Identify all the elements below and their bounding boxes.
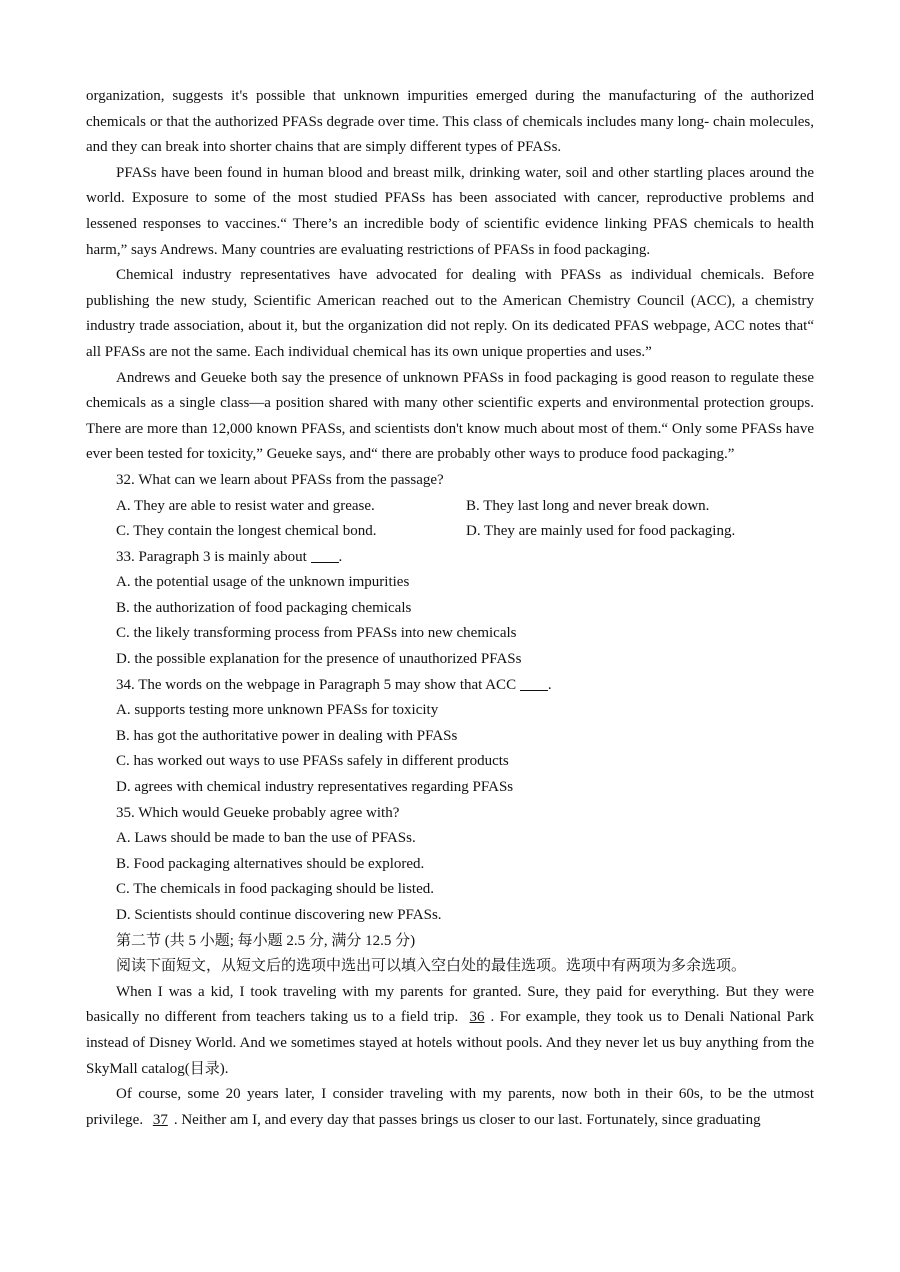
question-33-stem: 33. Paragraph 3 is mainly about xyxy=(116,548,307,565)
passage-paragraph-2: PFASs have been found in human blood and breast milk, drinking water, soil and other startling places around the world. Exposure to some of the most studied PFASs has been associated with cancer, reproductive problems and lessened responses to vaccines.“ There’s an incredible body of scientific evidence linking PFAS chemicals to health harm,” says Andrews. Many countries are evaluating restrictions of PFASs in food packaging. xyxy=(86,164,814,258)
question-34-option-a: A. supports testing more unknown PFASs for toxicity xyxy=(116,702,439,719)
question-35-option-b: B. Food packaging alternatives should be explored. xyxy=(116,855,425,872)
answer-blank xyxy=(520,677,548,691)
question-35-stem: 35. Which would Geueke probably agree with? xyxy=(116,804,400,821)
passage2-paragraph-1 xyxy=(86,980,814,1082)
passage-paragraph-3: Chemical industry representatives have advocated for dealing with PFASs as individual chemicals. Before publishing the new study, Scientific American reached out to the American Chemistry Council (ACC), a chemistry industry trade association, about it, but the organization did not reply. On its dedicated PFAS webpage, ACC notes that“ all PFASs are not the same. Each individual chemical has its own unique properties and uses.” xyxy=(86,267,814,360)
question-34-option-d: D. agrees with chemical industry representatives regarding PFASs xyxy=(116,779,514,796)
section-instruction: 阅读下面短文，从短文后的选项中选出可以填入空白处的最佳选项。选项中有两项为多余选项。 xyxy=(116,958,747,975)
question-33-stem-line: 33. Paragraph 3 is mainly about . xyxy=(116,548,343,565)
passage2-p1-text-a: When I was a kid, I took traveling with my parents for granted. Sure, they paid for everything. But they were basically no different from teachers taking us to a field trip. xyxy=(86,983,814,1026)
blank-37: 37 xyxy=(152,1111,168,1128)
question-32-option-d: D. They are mainly used for food packaging. xyxy=(466,523,736,540)
passage-paragraph-4: Andrews and Geueke both say the presence of unknown PFASs in food packaging is good reason to regulate these chemicals as a single class—a position shared with many other scientific experts and environmental protection groups. There are more than 12,000 known PFASs, and scientists don't know much about most of them.“ Only some PFASs have ever been tested for toxicity,” Geueke says, and“ there are probably other ways to produce food packaging.” xyxy=(86,369,814,463)
passage2-p1-text-b: . For example, they took us to Denali National Park instead of Disney World. And we sometimes stayed at hotels without pools. And they never let us buy anything from the SkyMall catalog(目录). xyxy=(86,1009,814,1077)
passage2-paragraph-2 xyxy=(86,1082,814,1133)
question-33-option-b: B. the authorization of food packaging chemicals xyxy=(116,599,412,616)
passage2-p2-text-a: Of course, some 20 years later, I consider traveling with my parents, now both in their 60s, to be the utmost privilege. xyxy=(86,1086,814,1128)
question-34-stem: 34. The words on the webpage in Paragraph 5 may show that ACC xyxy=(116,676,517,693)
question-35-option-a: A. Laws should be made to ban the use of PFASs. xyxy=(116,830,416,847)
question-33-option-a: A. the potential usage of the unknown impurities xyxy=(116,574,410,591)
answer-blank xyxy=(311,549,339,563)
passage2-p2-text-b: . Neither am I, and every day that passes brings us closer to our last. Fortunately, since graduating xyxy=(173,1111,761,1128)
question-32-options-row-2 xyxy=(86,519,814,545)
question-32-options-row-1 xyxy=(86,494,814,520)
question-33-option-d: D. the possible explanation for the presence of unauthorized PFASs xyxy=(116,651,522,668)
question-32-stem: 32. What can we learn about PFASs from the passage? xyxy=(116,471,444,488)
question-32-option-b: B. They last long and never break down. xyxy=(466,497,710,514)
question-33-option-c: C. the likely transforming process from PFASs into new chemicals xyxy=(116,625,517,642)
question-34-stem-line: 34. The words on the webpage in Paragraph 5 may show that ACC . xyxy=(116,676,552,693)
passage-paragraph-1: organization, suggests it's possible that unknown impurities emerged during the manufacturing of the authorized chemicals or that the authorized PFASs degrade over time. This class of chemicals includes many long- chain molecules, and they can break into shorter chains that are simply different types of PFASs. xyxy=(86,88,814,156)
blank-36: 36 xyxy=(469,1009,485,1026)
question-34-option-b: B. has got the authoritative power in dealing with PFASs xyxy=(116,727,458,744)
question-32-option-a: A. They are able to resist water and grease. xyxy=(116,497,375,514)
question-32-option-c: C. They contain the longest chemical bond. xyxy=(116,523,377,540)
question-35-option-c: C. The chemicals in food packaging should be listed. xyxy=(116,881,434,898)
question-35-option-d: D. Scientists should continue discovering new PFASs. xyxy=(116,907,442,923)
section-heading: 第二节 (共 5 小题; 每小题 2.5 分, 满分 12.5 分) xyxy=(116,932,416,949)
question-34-option-c: C. has worked out ways to use PFASs safely in different products xyxy=(116,753,509,770)
